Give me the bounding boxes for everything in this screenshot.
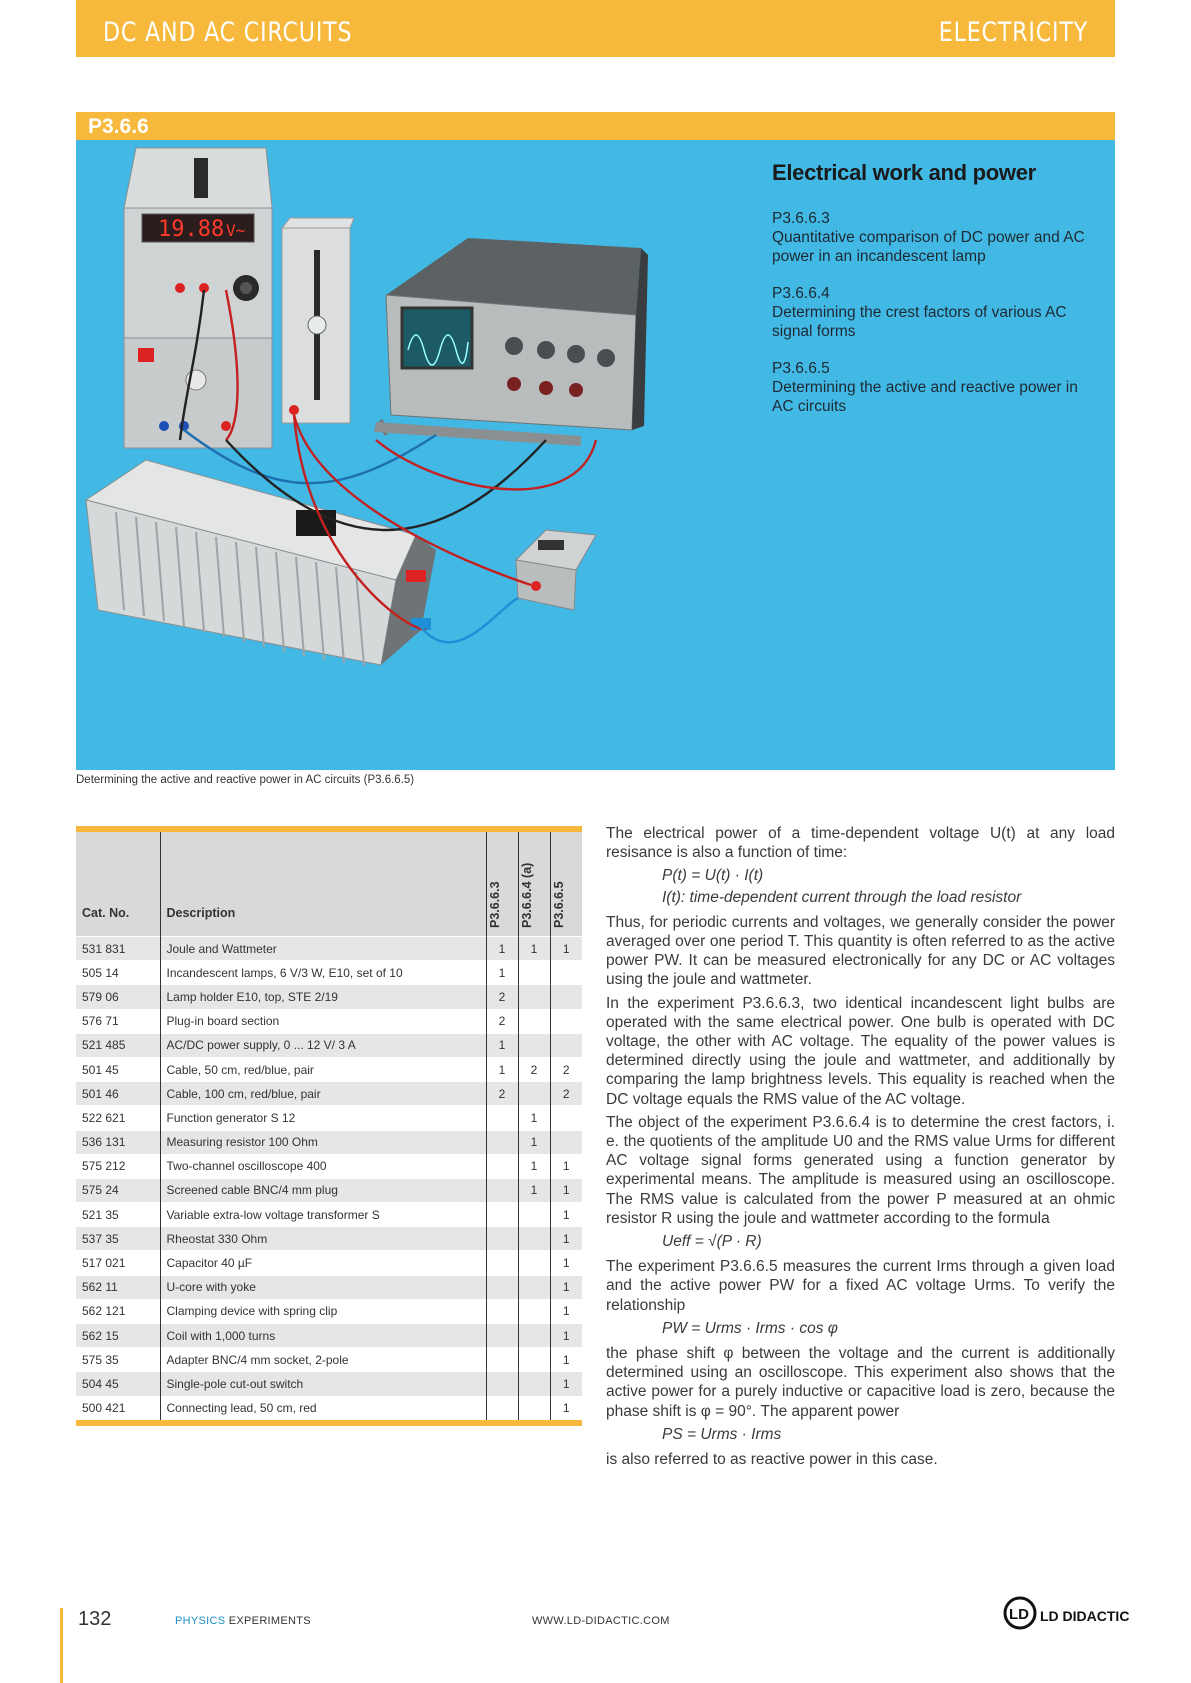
formula-apparent-power: PS = Urms · Irms [662,1425,782,1443]
cell-p3665: 1 [550,1251,582,1275]
table-row [76,1082,582,1106]
cell-p3664: 1 [518,1154,550,1178]
table-row [76,1372,582,1396]
table-row [76,961,582,985]
cell-cat-no: 521 35 [76,1203,160,1227]
section-id: P3.6.6 [88,115,149,138]
experiment-item [772,284,1102,341]
experiment-item [772,209,1102,266]
cell-p3663: 1 [486,1033,518,1057]
paragraph: the phase shift φ between the voltage and the current is additionally determined using an oscilloscope. This experiment also shows that the active power for a purely inductive or capacitive load is zero, because the phase shift is φ = 90°. The apparent power [606,1345,1115,1420]
cell-p3665 [550,1130,582,1154]
table-row [76,1178,582,1202]
cell-p3663: 1 [486,961,518,985]
cell-p3663 [486,1203,518,1227]
cell-cat-no: 500 421 [76,1396,160,1420]
cell-description: Rheostat 330 Ohm [160,1227,486,1251]
footer-series [175,1615,311,1627]
cell-p3664 [518,961,550,985]
cell-p3664: 1 [518,1130,550,1154]
experiment-text: Determining the crest factors of various AC signal forms [772,304,1067,340]
cell-description: Capacitor 40 µF [160,1251,486,1275]
cell-cat-no: 576 71 [76,1009,160,1033]
cell-p3663: 2 [486,1082,518,1106]
cell-p3664 [518,1396,550,1420]
col-header-desc: Description [160,832,486,937]
table-row [76,1299,582,1323]
cell-p3663 [486,1106,518,1130]
page-number: 132 [78,1608,112,1630]
cell-cat-no: 562 11 [76,1275,160,1299]
ld-logo-icon [1002,1593,1042,1633]
cell-p3664 [518,1082,550,1106]
table-row [76,1130,582,1154]
formula-active-power: PW = Urms · Irms · cos φ [662,1319,838,1337]
series-suffix: EXPERIMENTS [228,1615,311,1627]
table-bottom-rule [76,1420,582,1426]
cell-p3665: 1 [550,1178,582,1202]
cell-p3663 [486,1130,518,1154]
cell-p3665: 1 [550,1348,582,1372]
cell-p3663 [486,1372,518,1396]
voltmeter-unit: V~ [226,221,246,240]
table-row [76,1324,582,1348]
paragraph: Thus, for periodic currents and voltages, we generally consider the power averaged over one period T. This quantity is often referred to as the active power PW. It can be measured electronically for any DC or AC voltages using the joule and wattmeter. [606,913,1115,989]
cell-description: Lamp holder E10, top, STE 2/19 [160,985,486,1009]
cell-description: Connecting lead, 50 cm, red [160,1396,486,1420]
cell-cat-no: 517 021 [76,1251,160,1275]
paragraph: is also referred to as reactive power in this case. [606,1451,938,1469]
col-header-p3663-label: P3.6.6.3 [488,881,502,928]
cell-cat-no: 575 35 [76,1348,160,1372]
cell-p3663 [486,1324,518,1348]
table-row [76,937,582,961]
plug-in-board [282,218,354,423]
table-row [76,1033,582,1057]
cell-cat-no: 521 485 [76,1033,160,1057]
cell-p3664: 2 [518,1057,550,1081]
cell-p3665: 1 [550,1275,582,1299]
cell-description: Screened cable BNC/4 mm plug [160,1178,486,1202]
cell-p3663: 2 [486,1009,518,1033]
cell-p3664 [518,1348,550,1372]
cell-description: Cable, 100 cm, red/blue, pair [160,1082,486,1106]
experiment-code: P3.6.6.3 [772,210,830,227]
cell-description: Function generator S 12 [160,1106,486,1130]
paragraph: In the experiment P3.6.6.3, two identical incandescent light bulbs are operated with the same electrical power. One bulb is operated with DC voltage, the other with AC voltage. The equality of the power values is determined directly using the joule and wattmeter, and additionally by comparing the lamp brightness levels. This equality is reached when the DC voltage equals the RMS value of the AC voltage. [606,994,1115,1108]
cell-p3663: 2 [486,985,518,1009]
cutout-switch [516,530,596,610]
cell-p3665: 1 [550,1299,582,1323]
cell-p3664 [518,1227,550,1251]
cell-cat-no: 575 24 [76,1178,160,1202]
table-row [76,1227,582,1251]
oscilloscope [374,238,648,446]
cell-description: Plug-in board section [160,1009,486,1033]
page-header [76,0,1115,57]
cell-cat-no: 537 35 [76,1227,160,1251]
cell-p3665: 1 [550,1324,582,1348]
cell-p3663 [486,1396,518,1420]
cell-p3664 [518,1324,550,1348]
experiment-code: P3.6.6.5 [772,360,830,377]
cell-p3664 [518,1275,550,1299]
cell-p3665: 2 [550,1057,582,1081]
paragraph: The object of the experiment P3.6.6.4 is to determine the crest factors, i. e. the quotients of the amplitude U0 and the RMS value Urms for different AC voltage signal forms generated using a function generator by experimental means. The amplitude is measured using an oscilloscope. The RMS value is calculated from the power P measured at an ohmic resistor R using the joule and wattmeter according to the formula [606,1113,1115,1227]
footer-rule [60,1608,63,1683]
table-row [76,1106,582,1130]
equipment-table [76,826,582,1426]
col-header-p3664 [518,832,550,937]
cell-p3663: 1 [486,937,518,961]
cell-p3664 [518,1299,550,1323]
col-header-p3664-label: P3.6.6.4 (a) [520,862,534,928]
cell-p3665 [550,1009,582,1033]
cell-p3664 [518,1033,550,1057]
cell-p3663: 1 [486,1057,518,1081]
table-row [76,985,582,1009]
table-row [76,1348,582,1372]
cell-p3663 [486,1227,518,1251]
body-text [606,824,1115,1473]
cell-description: Joule and Wattmeter [160,937,486,961]
cell-p3664 [518,985,550,1009]
cell-p3664: 1 [518,1178,550,1202]
table-row [76,1203,582,1227]
experiment-item [772,359,1102,416]
cell-p3665: 2 [550,1082,582,1106]
cell-p3664 [518,1203,550,1227]
subject-title: ELECTRICITY [938,17,1088,48]
cell-cat-no: 536 131 [76,1130,160,1154]
cell-description: Two-channel oscilloscope 400 [160,1154,486,1178]
cell-p3665 [550,1033,582,1057]
table-row [76,1251,582,1275]
series-name: PHYSICS [175,1615,226,1627]
col-header-cat: Cat. No. [76,832,160,937]
cell-p3664: 1 [518,937,550,961]
cell-p3665 [550,961,582,985]
cell-p3665: 1 [550,937,582,961]
cell-cat-no: 505 14 [76,961,160,985]
ld-didactic-logo [1002,1593,1130,1633]
formula-note: I(t): time-dependent current through the load resistor [662,888,1022,906]
experiment-text: Quantitative comparison of DC power and AC power in an incandescent lamp [772,229,1085,265]
logo-mark: LD [1009,1606,1029,1623]
table-row [76,1009,582,1033]
cell-cat-no: 579 06 [76,985,160,1009]
cell-p3664 [518,1372,550,1396]
col-header-p3665-label: P3.6.6.5 [552,881,567,928]
cell-cat-no: 501 45 [76,1057,160,1081]
cell-cat-no: 504 45 [76,1372,160,1396]
experiment-photo-panel [76,140,1115,770]
cell-description: Incandescent lamps, 6 V/3 W, E10, set of 10 [160,961,486,985]
col-header-p3665 [550,832,582,937]
chapter-title: DC AND AC CIRCUITS [103,17,353,48]
cell-p3663 [486,1154,518,1178]
paragraph: The electrical power of a time-dependent voltage U(t) at any load resisance is also a function of time: [606,825,1115,862]
cell-description: Variable extra-low voltage transformer S [160,1203,486,1227]
cell-description: Measuring resistor 100 Ohm [160,1130,486,1154]
power-supply-unit [124,148,272,448]
cell-p3664: 1 [518,1106,550,1130]
cell-p3665: 1 [550,1203,582,1227]
cell-description: Single-pole cut-out switch [160,1372,486,1396]
cell-p3663 [486,1178,518,1202]
paragraph: The experiment P3.6.6.5 measures the current Irms through a given load and the active power PW for a fixed AC voltage Urms. To verify the relationship [606,1258,1115,1314]
experiment-text: Determining the active and reactive power in AC circuits [772,379,1078,415]
cell-description: Coil with 1,000 turns [160,1324,486,1348]
cell-p3663 [486,1299,518,1323]
cell-p3665: 1 [550,1227,582,1251]
cell-description: Adapter BNC/4 mm socket, 2-pole [160,1348,486,1372]
cell-p3663 [486,1275,518,1299]
cell-p3665: 1 [550,1154,582,1178]
cell-p3665: 1 [550,1396,582,1420]
cell-description: U-core with yoke [160,1275,486,1299]
cell-description: Cable, 50 cm, red/blue, pair [160,1057,486,1081]
cell-cat-no: 522 621 [76,1106,160,1130]
table-row [76,1275,582,1299]
cell-p3664 [518,1251,550,1275]
cell-cat-no: 562 15 [76,1324,160,1348]
cell-description: AC/DC power supply, 0 ... 12 V/ 3 A [160,1033,486,1057]
cell-p3663 [486,1348,518,1372]
logo-text: LD DIDACTIC [1040,1608,1130,1624]
rheostat [86,460,436,666]
formula-ueff: Ueff = √(P · R) [662,1233,762,1251]
cell-p3665 [550,1106,582,1130]
cell-p3664 [518,1009,550,1033]
photo-caption: Determining the active and reactive power in AC circuits (P3.6.6.5) [76,774,415,786]
cell-p3665: 1 [550,1372,582,1396]
cell-p3663 [486,1251,518,1275]
cell-description: Clamping device with spring clip [160,1299,486,1323]
experiment-code: P3.6.6.4 [772,285,830,302]
section-bar [76,112,1115,140]
table-row [76,1154,582,1178]
cell-cat-no: 501 46 [76,1082,160,1106]
table-row [76,1057,582,1081]
table-row [76,1396,582,1420]
cell-p3665 [550,985,582,1009]
experiment-title: Electrical work and power [772,160,1036,185]
cell-cat-no: 562 121 [76,1299,160,1323]
col-header-p3663 [486,832,518,937]
footer-url: WWW.LD-DIDACTIC.COM [532,1615,670,1627]
cell-cat-no: 531 831 [76,937,160,961]
cell-cat-no: 575 212 [76,1154,160,1178]
formula-power: P(t) = U(t) · I(t) [662,867,764,885]
voltmeter-reading: 19.88 [158,217,225,242]
